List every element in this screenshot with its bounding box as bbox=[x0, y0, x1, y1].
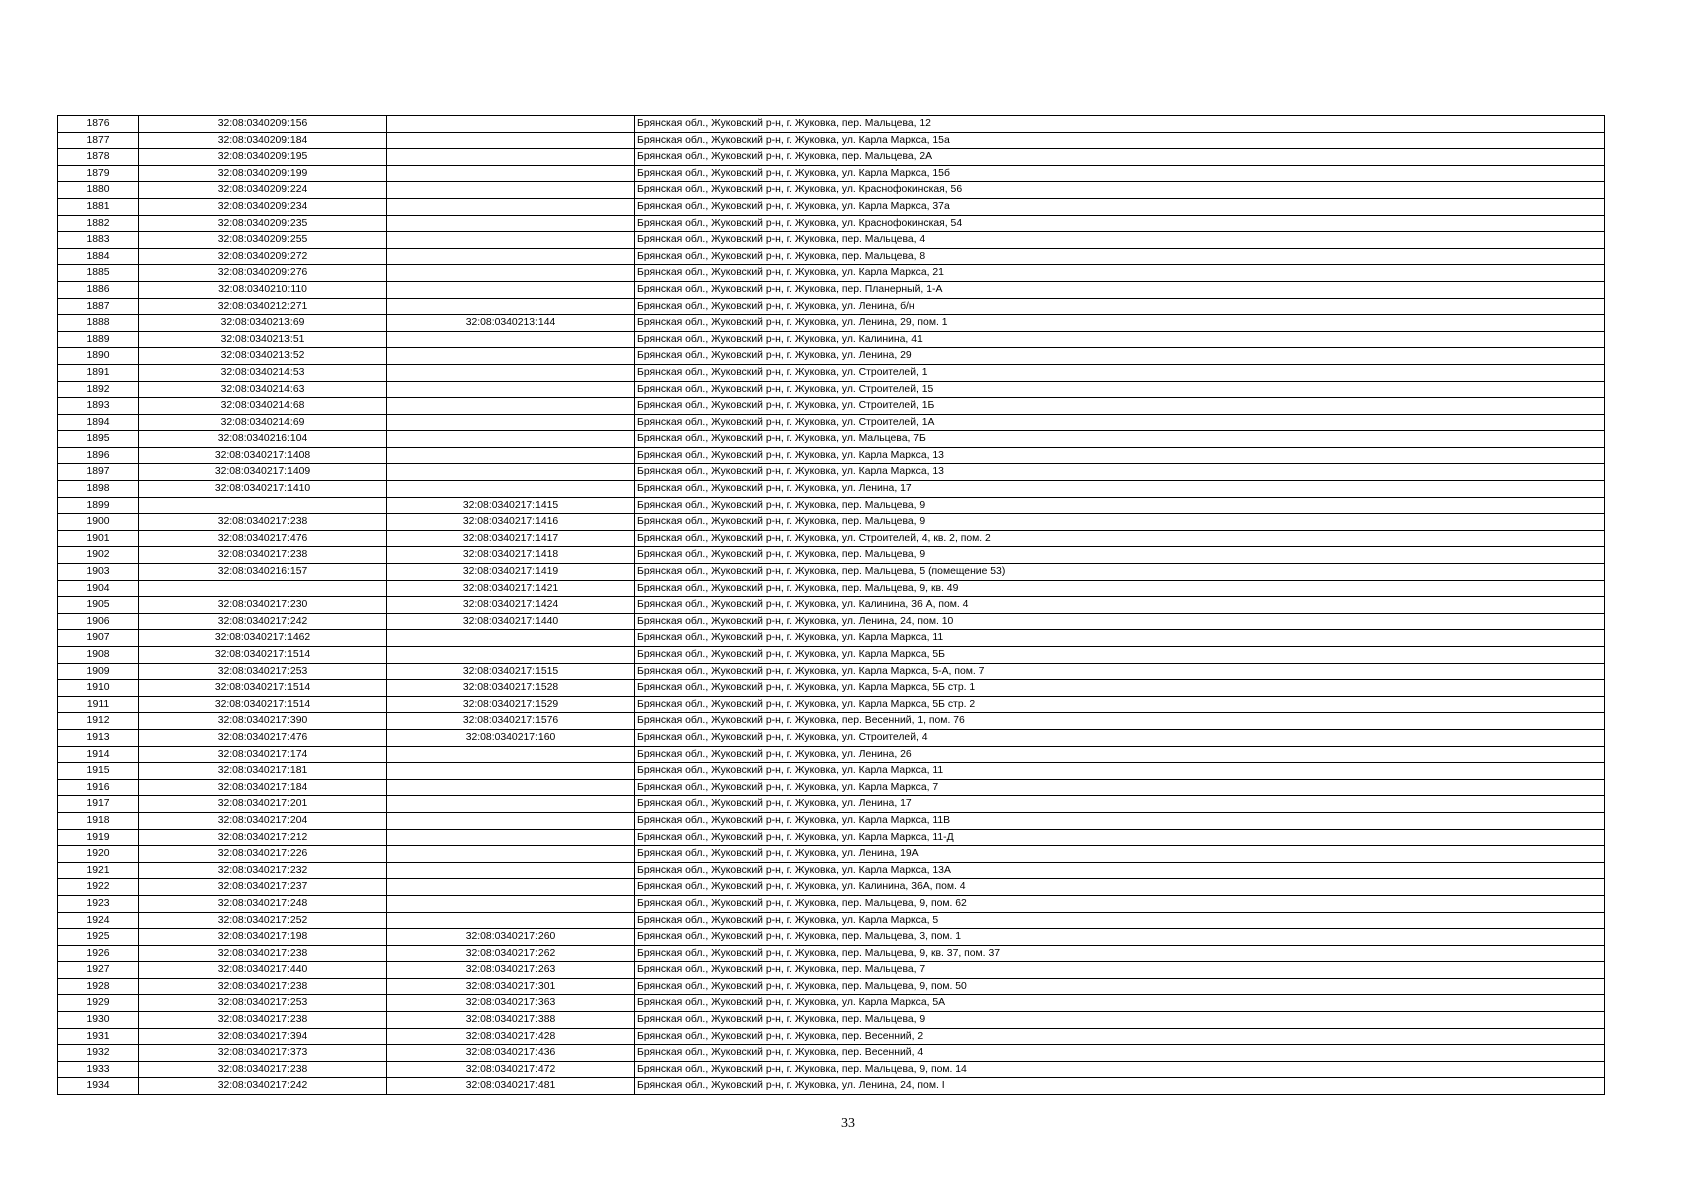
address-cell: Брянская обл., Жуковский р-н, г. Жуковка, ул. Ленина, 24, пом. I bbox=[635, 1078, 1605, 1095]
table-row bbox=[58, 729, 1605, 746]
row-number-cell: 1915 bbox=[58, 763, 139, 780]
object-cadastral-number-cell: 32:08:0340217:1515 bbox=[387, 663, 635, 680]
row-number-cell: 1882 bbox=[58, 215, 139, 232]
land-cadastral-number-cell: 32:08:0340213:51 bbox=[139, 331, 387, 348]
address-cell: Брянская обл., Жуковский р-н, г. Жуковка, ул. Карла Маркса, 15б bbox=[635, 165, 1605, 182]
row-number-cell: 1897 bbox=[58, 464, 139, 481]
address-cell: Брянская обл., Жуковский р-н, г. Жуковка, пер. Мальцева, 7 bbox=[635, 962, 1605, 979]
row-number-cell: 1924 bbox=[58, 912, 139, 929]
land-cadastral-number-cell: 32:08:0340217:394 bbox=[139, 1028, 387, 1045]
table-row bbox=[58, 497, 1605, 514]
land-cadastral-number-cell: 32:08:0340209:195 bbox=[139, 149, 387, 166]
object-cadastral-number-cell bbox=[387, 829, 635, 846]
table-row bbox=[58, 1078, 1605, 1095]
address-cell: Брянская обл., Жуковский р-н, г. Жуковка, пер. Мальцева, 9 bbox=[635, 497, 1605, 514]
address-cell: Брянская обл., Жуковский р-н, г. Жуковка, ул. Карла Маркса, 5А bbox=[635, 995, 1605, 1012]
object-cadastral-number-cell bbox=[387, 232, 635, 249]
address-cell: Брянская обл., Жуковский р-н, г. Жуковка, ул. Ленина, 17 bbox=[635, 796, 1605, 813]
address-cell: Брянская обл., Жуковский р-н, г. Жуковка, ул. Карла Маркса, 7 bbox=[635, 779, 1605, 796]
land-cadastral-number-cell: 32:08:0340217:174 bbox=[139, 746, 387, 763]
object-cadastral-number-cell: 32:08:0340217:1415 bbox=[387, 497, 635, 514]
address-cell: Брянская обл., Жуковский р-н, г. Жуковка, ул. Ленина, 17 bbox=[635, 481, 1605, 498]
object-cadastral-number-cell bbox=[387, 862, 635, 879]
row-number-cell: 1905 bbox=[58, 597, 139, 614]
row-number-cell: 1896 bbox=[58, 447, 139, 464]
land-cadastral-number-cell: 32:08:0340214:69 bbox=[139, 414, 387, 431]
land-cadastral-number-cell: 32:08:0340217:238 bbox=[139, 1061, 387, 1078]
table-row bbox=[58, 116, 1605, 133]
address-cell: Брянская обл., Жуковский р-н, г. Жуковка, пер. Мальцева, 2А bbox=[635, 149, 1605, 166]
table-row bbox=[58, 912, 1605, 929]
table-row bbox=[58, 812, 1605, 829]
table-row bbox=[58, 895, 1605, 912]
table-row bbox=[58, 381, 1605, 398]
address-cell: Брянская обл., Жуковский р-н, г. Жуковка, пер. Мальцева, 4 bbox=[635, 232, 1605, 249]
object-cadastral-number-cell: 32:08:0340217:1529 bbox=[387, 696, 635, 713]
land-cadastral-number-cell: 32:08:0340217:476 bbox=[139, 530, 387, 547]
land-cadastral-number-cell: 32:08:0340217:201 bbox=[139, 796, 387, 813]
object-cadastral-number-cell bbox=[387, 812, 635, 829]
table-row bbox=[58, 929, 1605, 946]
address-cell: Брянская обл., Жуковский р-н, г. Жуковка, ул. Строителей, 15 bbox=[635, 381, 1605, 398]
land-cadastral-number-cell: 32:08:0340209:234 bbox=[139, 198, 387, 215]
cadastral-registry-table bbox=[57, 115, 1605, 1095]
land-cadastral-number-cell: 32:08:0340217:1462 bbox=[139, 630, 387, 647]
address-cell: Брянская обл., Жуковский р-н, г. Жуковка, ул. Карла Маркса, 5Б bbox=[635, 647, 1605, 664]
object-cadastral-number-cell: 32:08:0340217:1421 bbox=[387, 580, 635, 597]
table-row bbox=[58, 431, 1605, 448]
table-row bbox=[58, 331, 1605, 348]
table-row bbox=[58, 829, 1605, 846]
object-cadastral-number-cell: 32:08:0340217:1576 bbox=[387, 713, 635, 730]
land-cadastral-number-cell: 32:08:0340216:157 bbox=[139, 564, 387, 581]
land-cadastral-number-cell: 32:08:0340217:253 bbox=[139, 663, 387, 680]
address-cell: Брянская обл., Жуковский р-н, г. Жуковка, ул. Мальцева, 7Б bbox=[635, 431, 1605, 448]
object-cadastral-number-cell bbox=[387, 265, 635, 282]
address-cell: Брянская обл., Жуковский р-н, г. Жуковка, ул. Карла Маркса, 11В bbox=[635, 812, 1605, 829]
object-cadastral-number-cell bbox=[387, 895, 635, 912]
row-number-cell: 1920 bbox=[58, 846, 139, 863]
object-cadastral-number-cell bbox=[387, 431, 635, 448]
address-cell: Брянская обл., Жуковский р-н, г. Жуковка, ул. Карла Маркса, 11 bbox=[635, 763, 1605, 780]
table-row bbox=[58, 530, 1605, 547]
object-cadastral-number-cell: 32:08:0340217:388 bbox=[387, 1012, 635, 1029]
object-cadastral-number-cell bbox=[387, 846, 635, 863]
land-cadastral-number-cell: 32:08:0340212:271 bbox=[139, 298, 387, 315]
table-row bbox=[58, 1012, 1605, 1029]
object-cadastral-number-cell bbox=[387, 298, 635, 315]
table-row bbox=[58, 680, 1605, 697]
row-number-cell: 1916 bbox=[58, 779, 139, 796]
land-cadastral-number-cell: 32:08:0340209:184 bbox=[139, 132, 387, 149]
land-cadastral-number-cell: 32:08:0340217:238 bbox=[139, 1012, 387, 1029]
object-cadastral-number-cell bbox=[387, 149, 635, 166]
object-cadastral-number-cell bbox=[387, 132, 635, 149]
row-number-cell: 1923 bbox=[58, 895, 139, 912]
object-cadastral-number-cell: 32:08:0340217:1417 bbox=[387, 530, 635, 547]
row-number-cell: 1926 bbox=[58, 945, 139, 962]
row-number-cell: 1914 bbox=[58, 746, 139, 763]
table-row bbox=[58, 962, 1605, 979]
land-cadastral-number-cell bbox=[139, 580, 387, 597]
address-cell: Брянская обл., Жуковский р-н, г. Жуковка, пер. Мальцева, 9, пом. 14 bbox=[635, 1061, 1605, 1078]
row-number-cell: 1917 bbox=[58, 796, 139, 813]
row-number-cell: 1907 bbox=[58, 630, 139, 647]
land-cadastral-number-cell: 32:08:0340217:248 bbox=[139, 895, 387, 912]
address-cell: Брянская обл., Жуковский р-н, г. Жуковка, пер. Мальцева, 9, кв. 37, пом. 37 bbox=[635, 945, 1605, 962]
object-cadastral-number-cell: 32:08:0340217:1424 bbox=[387, 597, 635, 614]
row-number-cell: 1888 bbox=[58, 315, 139, 332]
object-cadastral-number-cell bbox=[387, 447, 635, 464]
table-row bbox=[58, 696, 1605, 713]
address-cell: Брянская обл., Жуковский р-н, г. Жуковка, пер. Мальцева, 12 bbox=[635, 116, 1605, 133]
object-cadastral-number-cell: 32:08:0340217:428 bbox=[387, 1028, 635, 1045]
land-cadastral-number-cell: 32:08:0340217:253 bbox=[139, 995, 387, 1012]
row-number-cell: 1881 bbox=[58, 198, 139, 215]
address-cell: Брянская обл., Жуковский р-н, г. Жуковка, ул. Строителей, 1 bbox=[635, 364, 1605, 381]
address-cell: Брянская обл., Жуковский р-н, г. Жуковка, ул. Карла Маркса, 13А bbox=[635, 862, 1605, 879]
row-number-cell: 1893 bbox=[58, 398, 139, 415]
object-cadastral-number-cell bbox=[387, 198, 635, 215]
land-cadastral-number-cell: 32:08:0340217:252 bbox=[139, 912, 387, 929]
land-cadastral-number-cell: 32:08:0340214:68 bbox=[139, 398, 387, 415]
land-cadastral-number-cell: 32:08:0340214:53 bbox=[139, 364, 387, 381]
row-number-cell: 1899 bbox=[58, 497, 139, 514]
object-cadastral-number-cell: 32:08:0340213:144 bbox=[387, 315, 635, 332]
land-cadastral-number-cell: 32:08:0340217:237 bbox=[139, 879, 387, 896]
land-cadastral-number-cell: 32:08:0340217:1409 bbox=[139, 464, 387, 481]
address-cell: Брянская обл., Жуковский р-н, г. Жуковка, ул. Ленина, 29, пом. 1 bbox=[635, 315, 1605, 332]
address-cell: Брянская обл., Жуковский р-н, г. Жуковка, пер. Мальцева, 9, пом. 62 bbox=[635, 895, 1605, 912]
object-cadastral-number-cell: 32:08:0340217:160 bbox=[387, 729, 635, 746]
object-cadastral-number-cell: 32:08:0340217:436 bbox=[387, 1045, 635, 1062]
table-row bbox=[58, 165, 1605, 182]
table-row bbox=[58, 348, 1605, 365]
object-cadastral-number-cell bbox=[387, 281, 635, 298]
address-cell: Брянская обл., Жуковский р-н, г. Жуковка, ул. Калинина, 36А, пом. 4 bbox=[635, 879, 1605, 896]
table-row bbox=[58, 564, 1605, 581]
object-cadastral-number-cell: 32:08:0340217:1416 bbox=[387, 514, 635, 531]
object-cadastral-number-cell bbox=[387, 215, 635, 232]
table-row bbox=[58, 514, 1605, 531]
object-cadastral-number-cell bbox=[387, 182, 635, 199]
table-row bbox=[58, 613, 1605, 630]
address-cell: Брянская обл., Жуковский р-н, г. Жуковка, ул. Карла Маркса, 13 bbox=[635, 464, 1605, 481]
table-row bbox=[58, 746, 1605, 763]
land-cadastral-number-cell: 32:08:0340209:276 bbox=[139, 265, 387, 282]
object-cadastral-number-cell bbox=[387, 879, 635, 896]
table-row bbox=[58, 547, 1605, 564]
row-number-cell: 1883 bbox=[58, 232, 139, 249]
address-cell: Брянская обл., Жуковский р-н, г. Жуковка, ул. Карла Маркса, 5 bbox=[635, 912, 1605, 929]
land-cadastral-number-cell: 32:08:0340217:238 bbox=[139, 514, 387, 531]
row-number-cell: 1931 bbox=[58, 1028, 139, 1045]
address-cell: Брянская обл., Жуковский р-н, г. Жуковка, пер. Весенний, 2 bbox=[635, 1028, 1605, 1045]
table-row bbox=[58, 265, 1605, 282]
land-cadastral-number-cell: 32:08:0340216:104 bbox=[139, 431, 387, 448]
land-cadastral-number-cell: 32:08:0340217:181 bbox=[139, 763, 387, 780]
table-row bbox=[58, 1061, 1605, 1078]
row-number-cell: 1919 bbox=[58, 829, 139, 846]
row-number-cell: 1921 bbox=[58, 862, 139, 879]
table-row bbox=[58, 1045, 1605, 1062]
table-row bbox=[58, 945, 1605, 962]
address-cell: Брянская обл., Жуковский р-н, г. Жуковка, ул. Карла Маркса, 5Б стр. 2 bbox=[635, 696, 1605, 713]
table-row bbox=[58, 663, 1605, 680]
land-cadastral-number-cell: 32:08:0340209:235 bbox=[139, 215, 387, 232]
table-row bbox=[58, 481, 1605, 498]
table-row bbox=[58, 414, 1605, 431]
row-number-cell: 1886 bbox=[58, 281, 139, 298]
row-number-cell: 1885 bbox=[58, 265, 139, 282]
table-row bbox=[58, 298, 1605, 315]
row-number-cell: 1908 bbox=[58, 647, 139, 664]
address-cell: Брянская обл., Жуковский р-н, г. Жуковка, ул. Калинина, 36 А, пом. 4 bbox=[635, 597, 1605, 614]
table-row bbox=[58, 862, 1605, 879]
address-cell: Брянская обл., Жуковский р-н, г. Жуковка, ул. Карла Маркса, 21 bbox=[635, 265, 1605, 282]
land-cadastral-number-cell: 32:08:0340217:476 bbox=[139, 729, 387, 746]
row-number-cell: 1878 bbox=[58, 149, 139, 166]
object-cadastral-number-cell bbox=[387, 779, 635, 796]
object-cadastral-number-cell: 32:08:0340217:481 bbox=[387, 1078, 635, 1095]
row-number-cell: 1889 bbox=[58, 331, 139, 348]
land-cadastral-number-cell: 32:08:0340217:1410 bbox=[139, 481, 387, 498]
row-number-cell: 1890 bbox=[58, 348, 139, 365]
address-cell: Брянская обл., Жуковский р-н, г. Жуковка, пер. Мальцева, 9, кв. 49 bbox=[635, 580, 1605, 597]
land-cadastral-number-cell: 32:08:0340217:242 bbox=[139, 1078, 387, 1095]
table-row bbox=[58, 978, 1605, 995]
row-number-cell: 1880 bbox=[58, 182, 139, 199]
table-row bbox=[58, 779, 1605, 796]
table-row bbox=[58, 713, 1605, 730]
address-cell: Брянская обл., Жуковский р-н, г. Жуковка, ул. Карла Маркса, 15а bbox=[635, 132, 1605, 149]
address-cell: Брянская обл., Жуковский р-н, г. Жуковка, ул. Ленина, 24, пом. 10 bbox=[635, 613, 1605, 630]
object-cadastral-number-cell: 32:08:0340217:363 bbox=[387, 995, 635, 1012]
object-cadastral-number-cell bbox=[387, 331, 635, 348]
address-cell: Брянская обл., Жуковский р-н, г. Жуковка, ул. Краснофокинская, 56 bbox=[635, 182, 1605, 199]
land-cadastral-number-cell: 32:08:0340217:1408 bbox=[139, 447, 387, 464]
address-cell: Брянская обл., Жуковский р-н, г. Жуковка, ул. Карла Маркса, 11 bbox=[635, 630, 1605, 647]
row-number-cell: 1895 bbox=[58, 431, 139, 448]
object-cadastral-number-cell bbox=[387, 364, 635, 381]
land-cadastral-number-cell: 32:08:0340213:52 bbox=[139, 348, 387, 365]
table-row bbox=[58, 796, 1605, 813]
row-number-cell: 1894 bbox=[58, 414, 139, 431]
table-row bbox=[58, 281, 1605, 298]
land-cadastral-number-cell: 32:08:0340210:110 bbox=[139, 281, 387, 298]
row-number-cell: 1928 bbox=[58, 978, 139, 995]
land-cadastral-number-cell: 32:08:0340209:255 bbox=[139, 232, 387, 249]
row-number-cell: 1879 bbox=[58, 165, 139, 182]
address-cell: Брянская обл., Жуковский р-н, г. Жуковка, ул. Карла Маркса, 5Б стр. 1 bbox=[635, 680, 1605, 697]
row-number-cell: 1876 bbox=[58, 116, 139, 133]
object-cadastral-number-cell: 32:08:0340217:1440 bbox=[387, 613, 635, 630]
table-row bbox=[58, 364, 1605, 381]
land-cadastral-number-cell: 32:08:0340217:238 bbox=[139, 547, 387, 564]
land-cadastral-number-cell: 32:08:0340217:390 bbox=[139, 713, 387, 730]
address-cell: Брянская обл., Жуковский р-н, г. Жуковка, ул. Калинина, 41 bbox=[635, 331, 1605, 348]
row-number-cell: 1904 bbox=[58, 580, 139, 597]
row-number-cell: 1902 bbox=[58, 547, 139, 564]
land-cadastral-number-cell: 32:08:0340217:373 bbox=[139, 1045, 387, 1062]
address-cell: Брянская обл., Жуковский р-н, г. Жуковка, ул. Строителей, 1Б bbox=[635, 398, 1605, 415]
row-number-cell: 1884 bbox=[58, 248, 139, 265]
address-cell: Брянская обл., Жуковский р-н, г. Жуковка, пер. Мальцева, 8 bbox=[635, 248, 1605, 265]
land-cadastral-number-cell: 32:08:0340217:184 bbox=[139, 779, 387, 796]
table-row bbox=[58, 630, 1605, 647]
address-cell: Брянская обл., Жуковский р-н, г. Жуковка, ул. Карла Маркса, 37а bbox=[635, 198, 1605, 215]
land-cadastral-number-cell: 32:08:0340217:440 bbox=[139, 962, 387, 979]
address-cell: Брянская обл., Жуковский р-н, г. Жуковка, ул. Ленина, 29 bbox=[635, 348, 1605, 365]
address-cell: Брянская обл., Жуковский р-н, г. Жуковка, пер. Весенний, 4 bbox=[635, 1045, 1605, 1062]
object-cadastral-number-cell bbox=[387, 647, 635, 664]
address-cell: Брянская обл., Жуковский р-н, г. Жуковка, пер. Мальцева, 3, пом. 1 bbox=[635, 929, 1605, 946]
row-number-cell: 1892 bbox=[58, 381, 139, 398]
row-number-cell: 1925 bbox=[58, 929, 139, 946]
address-cell: Брянская обл., Жуковский р-н, г. Жуковка, ул. Ленина, 26 bbox=[635, 746, 1605, 763]
page-number: 33 bbox=[841, 1116, 855, 1131]
address-cell: Брянская обл., Жуковский р-н, г. Жуковка, ул. Карла Маркса, 11-Д bbox=[635, 829, 1605, 846]
address-cell: Брянская обл., Жуковский р-н, г. Жуковка, ул. Строителей, 4 bbox=[635, 729, 1605, 746]
land-cadastral-number-cell: 32:08:0340217:242 bbox=[139, 613, 387, 630]
table-row bbox=[58, 879, 1605, 896]
land-cadastral-number-cell: 32:08:0340217:238 bbox=[139, 978, 387, 995]
table-row bbox=[58, 580, 1605, 597]
address-cell: Брянская обл., Жуковский р-н, г. Жуковка, пер. Мальцева, 9 bbox=[635, 1012, 1605, 1029]
table-row bbox=[58, 647, 1605, 664]
table-row bbox=[58, 995, 1605, 1012]
address-cell: Брянская обл., Жуковский р-н, г. Жуковка, пер. Мальцева, 9, пом. 50 bbox=[635, 978, 1605, 995]
address-cell: Брянская обл., Жуковский р-н, г. Жуковка, пер. Мальцева, 5 (помещение 53) bbox=[635, 564, 1605, 581]
object-cadastral-number-cell: 32:08:0340217:1419 bbox=[387, 564, 635, 581]
address-cell: Брянская обл., Жуковский р-н, г. Жуковка, ул. Карла Маркса, 5-А, пом. 7 bbox=[635, 663, 1605, 680]
land-cadastral-number-cell: 32:08:0340209:199 bbox=[139, 165, 387, 182]
address-cell: Брянская обл., Жуковский р-н, г. Жуковка, пер. Мальцева, 9 bbox=[635, 514, 1605, 531]
table-row bbox=[58, 182, 1605, 199]
table-row bbox=[58, 763, 1605, 780]
row-number-cell: 1927 bbox=[58, 962, 139, 979]
object-cadastral-number-cell bbox=[387, 746, 635, 763]
address-cell: Брянская обл., Жуковский р-н, г. Жуковка, пер. Весенний, 1, пом. 76 bbox=[635, 713, 1605, 730]
row-number-cell: 1910 bbox=[58, 680, 139, 697]
address-cell: Брянская обл., Жуковский р-н, г. Жуковка, ул. Ленина, 19А bbox=[635, 846, 1605, 863]
land-cadastral-number-cell: 32:08:0340217:1514 bbox=[139, 680, 387, 697]
row-number-cell: 1912 bbox=[58, 713, 139, 730]
table-row bbox=[58, 398, 1605, 415]
address-cell: Брянская обл., Жуковский р-н, г. Жуковка, ул. Строителей, 4, кв. 2, пом. 2 bbox=[635, 530, 1605, 547]
row-number-cell: 1901 bbox=[58, 530, 139, 547]
object-cadastral-number-cell bbox=[387, 630, 635, 647]
table-row bbox=[58, 846, 1605, 863]
row-number-cell: 1909 bbox=[58, 663, 139, 680]
land-cadastral-number-cell: 32:08:0340217:230 bbox=[139, 597, 387, 614]
address-cell: Брянская обл., Жуковский р-н, г. Жуковка, пер. Планерный, 1-А bbox=[635, 281, 1605, 298]
row-number-cell: 1877 bbox=[58, 132, 139, 149]
table-row bbox=[58, 248, 1605, 265]
object-cadastral-number-cell bbox=[387, 248, 635, 265]
row-number-cell: 1911 bbox=[58, 696, 139, 713]
object-cadastral-number-cell bbox=[387, 348, 635, 365]
object-cadastral-number-cell bbox=[387, 116, 635, 133]
row-number-cell: 1900 bbox=[58, 514, 139, 531]
object-cadastral-number-cell bbox=[387, 763, 635, 780]
object-cadastral-number-cell: 32:08:0340217:263 bbox=[387, 962, 635, 979]
table-row bbox=[58, 464, 1605, 481]
land-cadastral-number-cell: 32:08:0340214:63 bbox=[139, 381, 387, 398]
object-cadastral-number-cell bbox=[387, 414, 635, 431]
row-number-cell: 1934 bbox=[58, 1078, 139, 1095]
object-cadastral-number-cell bbox=[387, 796, 635, 813]
row-number-cell: 1903 bbox=[58, 564, 139, 581]
table-row bbox=[58, 215, 1605, 232]
object-cadastral-number-cell bbox=[387, 398, 635, 415]
object-cadastral-number-cell: 32:08:0340217:262 bbox=[387, 945, 635, 962]
object-cadastral-number-cell: 32:08:0340217:301 bbox=[387, 978, 635, 995]
land-cadastral-number-cell: 32:08:0340217:238 bbox=[139, 945, 387, 962]
address-cell: Брянская обл., Жуковский р-н, г. Жуковка, ул. Ленина, б/н bbox=[635, 298, 1605, 315]
address-cell: Брянская обл., Жуковский р-н, г. Жуковка, ул. Краснофокинская, 54 bbox=[635, 215, 1605, 232]
land-cadastral-number-cell: 32:08:0340217:198 bbox=[139, 929, 387, 946]
row-number-cell: 1887 bbox=[58, 298, 139, 315]
object-cadastral-number-cell bbox=[387, 912, 635, 929]
address-cell: Брянская обл., Жуковский р-н, г. Жуковка, пер. Мальцева, 9 bbox=[635, 547, 1605, 564]
table-row bbox=[58, 447, 1605, 464]
land-cadastral-number-cell bbox=[139, 497, 387, 514]
land-cadastral-number-cell: 32:08:0340217:226 bbox=[139, 846, 387, 863]
registry-table-body bbox=[58, 116, 1605, 1095]
row-number-cell: 1918 bbox=[58, 812, 139, 829]
object-cadastral-number-cell bbox=[387, 464, 635, 481]
row-number-cell: 1891 bbox=[58, 364, 139, 381]
land-cadastral-number-cell: 32:08:0340209:272 bbox=[139, 248, 387, 265]
land-cadastral-number-cell: 32:08:0340209:224 bbox=[139, 182, 387, 199]
row-number-cell: 1930 bbox=[58, 1012, 139, 1029]
address-cell: Брянская обл., Жуковский р-н, г. Жуковка, ул. Карла Маркса, 13 bbox=[635, 447, 1605, 464]
row-number-cell: 1932 bbox=[58, 1045, 139, 1062]
row-number-cell: 1913 bbox=[58, 729, 139, 746]
address-cell: Брянская обл., Жуковский р-н, г. Жуковка, ул. Строителей, 1А bbox=[635, 414, 1605, 431]
table-row bbox=[58, 315, 1605, 332]
row-number-cell: 1929 bbox=[58, 995, 139, 1012]
row-number-cell: 1922 bbox=[58, 879, 139, 896]
land-cadastral-number-cell: 32:08:0340217:1514 bbox=[139, 647, 387, 664]
table-row bbox=[58, 1028, 1605, 1045]
object-cadastral-number-cell bbox=[387, 481, 635, 498]
row-number-cell: 1898 bbox=[58, 481, 139, 498]
table-row bbox=[58, 232, 1605, 249]
table-row bbox=[58, 198, 1605, 215]
object-cadastral-number-cell: 32:08:0340217:260 bbox=[387, 929, 635, 946]
table-row bbox=[58, 132, 1605, 149]
table-row bbox=[58, 149, 1605, 166]
land-cadastral-number-cell: 32:08:0340213:69 bbox=[139, 315, 387, 332]
land-cadastral-number-cell: 32:08:0340217:1514 bbox=[139, 696, 387, 713]
object-cadastral-number-cell bbox=[387, 165, 635, 182]
row-number-cell: 1906 bbox=[58, 613, 139, 630]
row-number-cell: 1933 bbox=[58, 1061, 139, 1078]
land-cadastral-number-cell: 32:08:0340217:212 bbox=[139, 829, 387, 846]
object-cadastral-number-cell: 32:08:0340217:1418 bbox=[387, 547, 635, 564]
object-cadastral-number-cell bbox=[387, 381, 635, 398]
land-cadastral-number-cell: 32:08:0340209:156 bbox=[139, 116, 387, 133]
table-row bbox=[58, 597, 1605, 614]
object-cadastral-number-cell: 32:08:0340217:1528 bbox=[387, 680, 635, 697]
land-cadastral-number-cell: 32:08:0340217:232 bbox=[139, 862, 387, 879]
object-cadastral-number-cell: 32:08:0340217:472 bbox=[387, 1061, 635, 1078]
land-cadastral-number-cell: 32:08:0340217:204 bbox=[139, 812, 387, 829]
